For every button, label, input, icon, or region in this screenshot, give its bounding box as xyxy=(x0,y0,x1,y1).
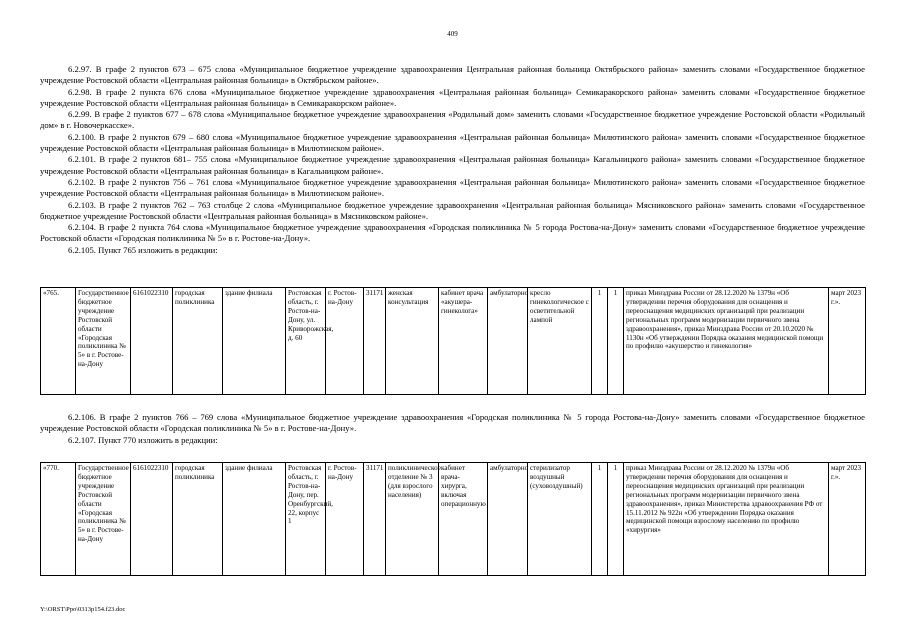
paragraph-6-2-103: 6.2.103. В графе 2 пунктов 762 – 763 столбце 2 слова «Муниципальное бюджетное учреждение здравоохранения «Центральная районная больница» Мясниковского района» заменить словами «Государственное бюджетное учреждение Ростовской области «Центральная районная больница» в Мясниковском районе». xyxy=(40,199,865,221)
paragraph-6-2-98: 6.2.98. В графе 2 пункта 676 слова «Муниципальное бюджетное учреждение здравоохранения «Центральная районная больница» Семикаракорского района» заменить словами «Государственное бюджетное учреждение Ростовской области «Центральная районная больница» в Семикаракорском районе». xyxy=(40,86,865,108)
cell-qty-b: 1 xyxy=(608,463,624,576)
cell-department: женская консультация xyxy=(386,288,439,395)
paragraph-6-2-101: 6.2.101. В графе 2 пунктов 681– 755 слова «Муниципальное бюджетное учреждение здравоохранения «Центральная районная больница» Кагальницкого района» заменить словами «Государственное бюджетное учреждение Ростовской области «Центральная районная больница» в Кагальницком районе». xyxy=(40,154,865,176)
cell-qty-b: 1 xyxy=(608,288,624,395)
paragraph-6-2-105: 6.2.105. Пункт 765 изложить в редакции: xyxy=(68,244,218,255)
amendments-block-mid xyxy=(40,412,865,446)
cell-care-type: амбулаторно xyxy=(488,288,528,395)
table-row xyxy=(41,463,866,576)
cell-address: Ростовская область, г. Ростов-на-Дону, ул. Криворожская, д. 60 xyxy=(286,288,326,395)
table-row xyxy=(41,288,866,395)
cell-number: «770. xyxy=(41,463,76,576)
cell-address: Ростовская область, г. Ростов-на-Дону, пер. Оренбургский, 22, корпус 1 xyxy=(286,463,326,576)
page-number: 409 xyxy=(447,30,458,38)
cell-inn: 6161022310 xyxy=(131,463,173,576)
cell-room: кабинет врача-хирурга, включая операционную xyxy=(439,463,488,576)
cell-department: поликлиническое отделение № 3 (для взрослого населения) xyxy=(386,463,439,576)
cell-equipment: кресло гинекологическое с осветительной лампой xyxy=(528,288,592,395)
cell-date: март 2023 г.». xyxy=(829,288,866,395)
table-item-770 xyxy=(40,462,866,576)
cell-building: здание филиала xyxy=(223,288,286,395)
paragraph-6-2-99: 6.2.99. В графе 2 пунктов 677 – 678 слова «Муниципальное бюджетное учреждение здравоохранения «Родильный дом» заменить словами «Государственное бюджетное учреждение Ростовской области «Родильный дом» в г. Новочеркасске». xyxy=(40,109,865,131)
cell-care-type: амбулаторно xyxy=(488,463,528,576)
cell-legal-basis: приказ Минздрава России от 28.12.2020 № 1379н «Об утверждении перечня оборудования для оснащения и переоснащения медицинских организаций при реализации региональных программ модернизации первичного звена здравоохранения», приказ Министерства здравоохранения РФ от 15.11.2012 № 922н «Об утверждении Порядка оказания медицинской помощи взрослому населению по профилю «хирургия» xyxy=(624,463,829,576)
paragraph-6-2-106: 6.2.106. В графе 2 пунктов 766 – 769 слова «Муниципальное бюджетное учреждение здравоохранения «Городская поликлиника № 5 города Ростова-на-Дону» заменить словами «Государственное бюджетное учреждение Ростовской области «Городская поликлиника № 5» в г. Ростове-на-Дону». xyxy=(40,412,865,434)
cell-code: 31171 xyxy=(364,288,386,395)
cell-equipment: стерилизатор воздушный (суховоздушный) xyxy=(528,463,592,576)
cell-building: здание филиала xyxy=(223,463,286,576)
cell-inn: 6161022310 xyxy=(131,288,173,395)
table-item-765 xyxy=(40,287,866,395)
cell-date: март 2023 г.». xyxy=(829,463,866,576)
cell-code: 31171 xyxy=(364,463,386,576)
cell-qty-a: 1 xyxy=(592,288,608,395)
cell-number: «765. xyxy=(41,288,76,395)
cell-org-type: городская поликлиника xyxy=(173,463,223,576)
amendments-block-top xyxy=(40,64,865,256)
cell-city: г. Ростов-на-Дону xyxy=(326,463,364,576)
cell-qty-a: 1 xyxy=(592,463,608,576)
cell-room: кабинет врача «акушера-гинеколога» xyxy=(439,288,488,395)
cell-organization: Государственное бюджетное учреждение Ростовской области «Городская поликлиника № 5» в г. Ростове-на-Дону xyxy=(76,463,131,576)
cell-organization: Государственное бюджетное учреждение Ростовской области «Городская поликлиника № 5» в г. Ростове-на-Дону xyxy=(76,288,131,395)
paragraph-6-2-104: 6.2.104. В графе 2 пункта 764 слова «Муниципальное бюджетное учреждение здравоохранения «Городская поликлиника № 5 города Ростова-на-Дону» заменить словами «Государственное бюджетное учреждение Ростовской области «Городская поликлиника № 5» в г. Ростове-на-Дону». xyxy=(40,222,865,244)
paragraph-6-2-102: 6.2.102. В графе 2 пунктов 756 – 761 слова «Муниципальное бюджетное учреждение здравоохранения «Центральная районная больница» Милютинского района» заменить словами «Государственное бюджетное учреждение Ростовской области «Центральная районная больница» в Милютинском районе». xyxy=(40,176,865,199)
cell-city: г. Ростов-на-Дону xyxy=(326,288,364,395)
cell-org-type: городская поликлиника xyxy=(173,288,223,395)
cell-legal-basis: приказ Минздрава России от 28.12.2020 № 1379н «Об утверждении перечня оборудования для оснащения и переоснащения медицинских организаций при реализации региональных программ модернизации первичного звена здравоохранения», приказ Минздрава России от 20.10.2020 № 1130н «Об утверждении Порядка оказания медицинской помощи по профилю «акушерство и гинекология» xyxy=(624,288,829,395)
footer-file-path: Y:\ORST\Ppo\0313p154.f23.doc xyxy=(40,606,126,613)
paragraph-6-2-97: 6.2.97. В графе 2 пунктов 673 – 675 слова «Муниципальное бюджетное учреждение здравоохранения Центральная районная больница Октябрьского района» заменить словами «Государственное бюджетное учреждение Ростовской области «Центральная районная больница» в Октябрьском районе». xyxy=(40,64,865,86)
paragraph-6-2-100: 6.2.100. В графе 2 пунктов 679 – 680 слова «Муниципальное бюджетное учреждение здравоохранения «Центральная районная больница» Милютинского района» заменить словами «Государственное бюджетное учреждение Ростовской области «Центральная районная больница» в Милютинском районе». xyxy=(40,131,865,154)
paragraph-6-2-107: 6.2.107. Пункт 770 изложить в редакции: xyxy=(68,434,218,445)
